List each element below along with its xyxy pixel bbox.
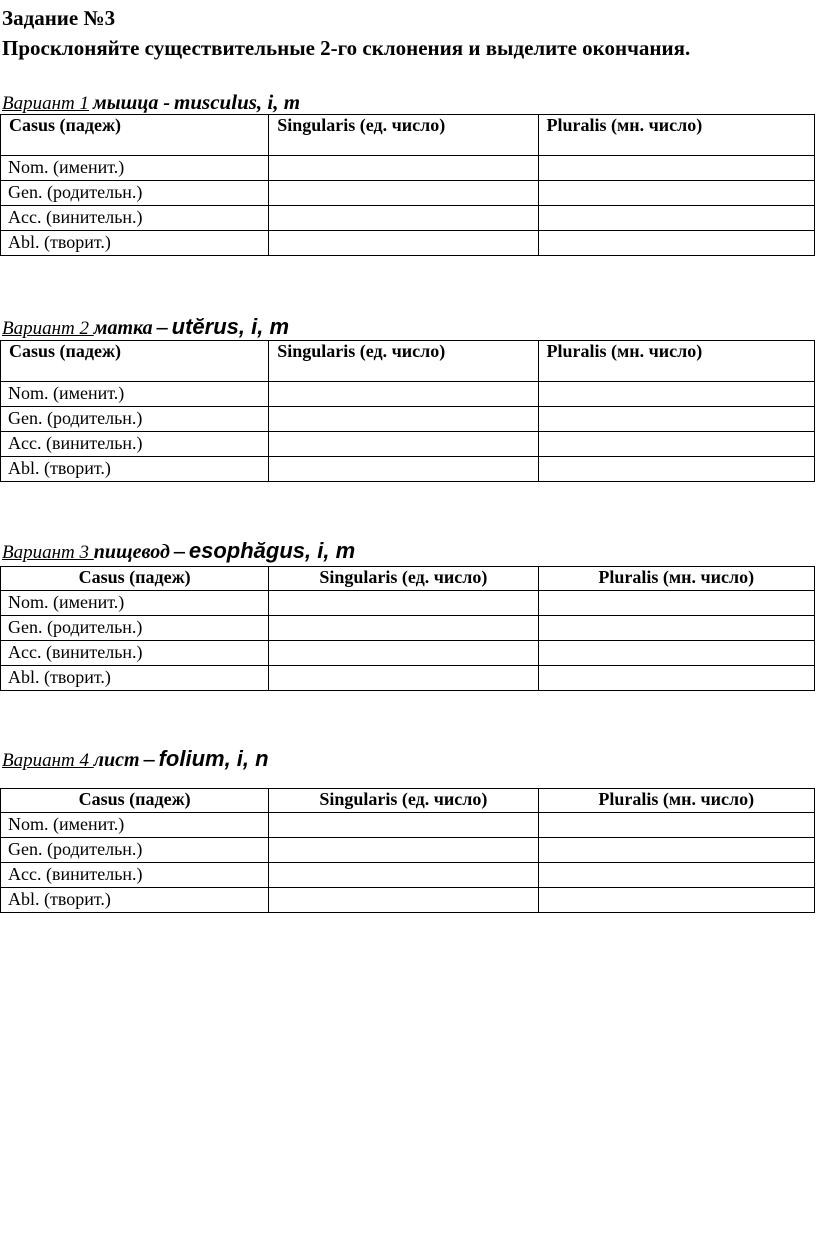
task-instruction: Просклоняйте существительные 2-го склонения и выделите окончания. [2,36,691,60]
case-acc: Acc. (винительн.) [1,641,269,666]
case-nom: Nom. (именит.) [1,591,269,616]
singular-cell[interactable] [269,457,538,482]
case-abl: Abl. (творит.) [1,231,269,256]
plural-cell[interactable] [538,813,814,838]
variant-russian-word: лист [93,749,140,771]
variant-dash: – [173,538,185,563]
singular-cell[interactable] [269,813,538,838]
header-pluralis: Pluralis (мн. число) [538,115,814,156]
variant-label: Вариант 3 [2,542,94,563]
plural-cell[interactable] [538,888,814,913]
variant-label: Вариант 1 [2,93,90,114]
plural-cell[interactable] [538,616,814,641]
singular-cell[interactable] [269,432,538,457]
header-singularis: Singularis (ед. число) [269,341,538,382]
singular-cell[interactable] [269,156,538,181]
variant-latin-word: folium, i, n [158,746,269,771]
case-acc: Acc. (винительн.) [1,863,269,888]
singular-cell[interactable] [269,231,538,256]
variant-russian-word: матка [93,317,153,339]
variant-2-table [0,340,815,482]
table-row [1,591,815,616]
variant-1-heading [2,90,300,115]
variant-3-table [0,566,815,691]
case-gen: Gen. (родительн.) [1,407,269,432]
header-casus: Casus (падеж) [1,341,269,382]
task-title: Задание №3 [2,6,116,30]
variant-2-heading [2,314,289,340]
case-nom: Nom. (именит.) [1,156,269,181]
plural-cell[interactable] [538,382,814,407]
variant-label: Вариант 2 [2,318,94,339]
header-casus: Casus (падеж) [1,789,269,813]
plural-cell[interactable] [538,457,814,482]
header-casus: Casus (падеж) [1,567,269,591]
variant-russian-word: мышца - [93,92,171,114]
table-row [1,457,815,482]
case-gen: Gen. (родительн.) [1,616,269,641]
plural-cell[interactable] [538,206,814,231]
variant-latin-word: musculus, i, m [174,90,301,114]
header-singularis: Singularis (ед. число) [269,789,538,813]
header-pluralis: Pluralis (мн. число) [538,567,814,591]
case-gen: Gen. (родительн.) [1,838,269,863]
plural-cell[interactable] [538,863,814,888]
header-singularis: Singularis (ед. число) [269,115,538,156]
table-row [1,156,815,181]
variant-1-table [0,114,815,256]
plural-cell[interactable] [538,838,814,863]
singular-cell[interactable] [269,591,538,616]
variant-3-heading [2,538,355,564]
header-pluralis: Pluralis (мн. число) [538,789,814,813]
singular-cell[interactable] [269,641,538,666]
case-acc: Acc. (винительн.) [1,206,269,231]
variant-latin-word: esophăgus, i, m [188,538,356,563]
plural-cell[interactable] [538,432,814,457]
table-row [1,206,815,231]
case-abl: Abl. (творит.) [1,666,269,691]
table-row [1,888,815,913]
variant-4-table [0,788,815,913]
header-casus: Casus (падеж) [1,115,269,156]
singular-cell[interactable] [269,616,538,641]
case-nom: Nom. (именит.) [1,813,269,838]
table-row [1,666,815,691]
variant-4-heading [2,746,269,772]
table-row [1,616,815,641]
case-gen: Gen. (родительн.) [1,181,269,206]
table-row [1,863,815,888]
singular-cell[interactable] [269,181,538,206]
case-abl: Abl. (творит.) [1,457,269,482]
case-acc: Acc. (винительн.) [1,432,269,457]
plural-cell[interactable] [538,666,814,691]
table-row [1,432,815,457]
variant-label: Вариант 4 [2,750,94,771]
plural-cell[interactable] [538,407,814,432]
plural-cell[interactable] [538,231,814,256]
plural-cell[interactable] [538,181,814,206]
variant-russian-word: пищевод [93,541,170,563]
table-row [1,231,815,256]
singular-cell[interactable] [269,666,538,691]
header-singularis: Singularis (ед. число) [269,567,538,591]
case-abl: Abl. (творит.) [1,888,269,913]
table-row [1,813,815,838]
plural-cell[interactable] [538,156,814,181]
plural-cell[interactable] [538,641,814,666]
variant-dash: – [156,314,168,339]
table-row [1,407,815,432]
variant-latin-word: utĕrus, i, m [171,314,290,339]
case-nom: Nom. (именит.) [1,382,269,407]
singular-cell[interactable] [269,863,538,888]
plural-cell[interactable] [538,591,814,616]
singular-cell[interactable] [269,888,538,913]
table-row [1,382,815,407]
singular-cell[interactable] [269,382,538,407]
table-row [1,181,815,206]
singular-cell[interactable] [269,838,538,863]
singular-cell[interactable] [269,206,538,231]
header-pluralis: Pluralis (мн. число) [538,341,814,382]
variant-dash: – [143,746,155,771]
table-row [1,838,815,863]
singular-cell[interactable] [269,407,538,432]
table-row [1,641,815,666]
